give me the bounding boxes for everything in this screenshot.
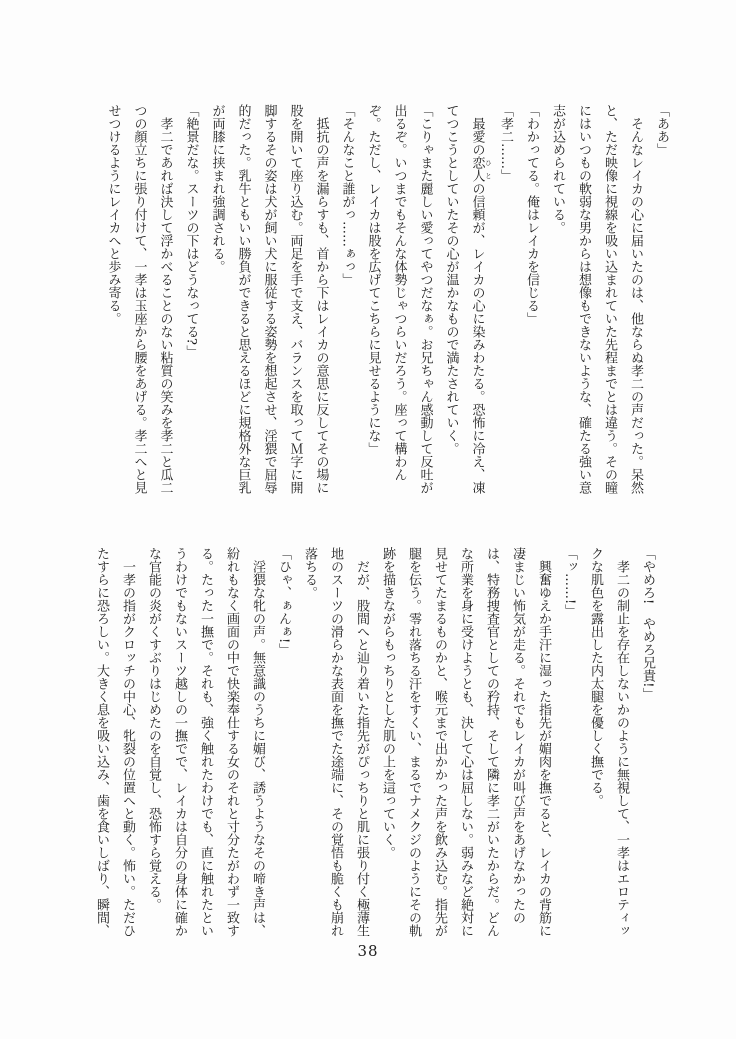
text-line: が両膝に挟まれ強調される。	[209, 104, 225, 273]
ruby-annotation: 恋人 ひと	[469, 156, 492, 182]
text-line: てつこうとしていたその心が温かなもので満たされていく。	[443, 104, 459, 455]
text-line: 「ッ……!」	[562, 547, 577, 618]
text-line: うわけでもないスーツ越しの一撫でで、レイカは自分の身体に確か	[172, 547, 187, 937]
text-line: 跡を描きながらもっちりとした肌の上を這っていく。	[380, 547, 395, 859]
text-line: だが、股間へと辿り着いた指先がぴっちりと肌に張り付く極薄生	[354, 547, 369, 937]
text-line: 腿を伝う。零れ落ちる汗をすくい、まるでナメクジのようにその軌	[406, 547, 421, 937]
text-line: 最愛の恋人 ひとの信頼が、レイカの心に染みわたる。恐怖に冷え、凍	[469, 104, 492, 494]
text-line: 出るぞ。いつまでもそんな体勢じゃつらいだろう。座って構わん	[391, 104, 407, 481]
text-line: クな肌色を露出した内太腿を優しく撫でる。	[588, 547, 603, 807]
text-line: る。たった一撫で。それも、強く触れたわけでも、直に触れたとい	[198, 547, 213, 937]
text-line: 「ひゃ、ぁんぁ!」	[276, 547, 291, 657]
text-line: 孝二の制止を存在しないかのように無視して、一孝はエロティッ	[614, 547, 629, 937]
text-line: 凄まじい怖気が走る。それでもレイカが叫び声をあげなかったの	[510, 547, 525, 924]
text-line: 「こりゃまた麗しい愛ってやつだなぁ。お兄ちゃん感動して反吐が	[417, 104, 433, 494]
text-line: 股を開いて座り込む。両足を手で支え、バランスを取ってＭ字に開	[287, 104, 303, 494]
text-line: 孝二であれば決して浮かべることのない粘質の笑みを孝二と瓜二	[157, 104, 173, 494]
text-line: にはいつもの軟弱な男からは想像もできないような、確たる強い意	[576, 104, 591, 494]
text-line: 的だった。乳牛ともいい勝負ができると思えるほどに規格外な巨乳	[235, 104, 251, 494]
text-line: な官能の炎がくすぶりはじめたのを自覚し、恐怖すら覚える。	[146, 547, 161, 911]
text-line: 地のスーツの滑らかな表面を撫でた途端に、その覚悟も脆くも崩れ	[328, 547, 343, 937]
text-line: 「そんなこと誰がっ……ぁっ」	[339, 104, 355, 286]
text-line: 脚するその姿は犬が飼い犬に服従する姿勢を想起させ、淫猥で屈辱	[261, 104, 277, 494]
text-line: 興奮ゆえか手汗に湿った指先が媚肉を撫でると、レイカの背筋に	[536, 547, 551, 937]
text-line: つの顔立ちに張り付けて、一孝は玉座から腰をあげる。孝二へと見	[131, 104, 147, 494]
text-line: 淫猥な牝の声。無意識のうちに媚び、誘うようなその啼き声は、	[250, 547, 265, 937]
text-line: 「ああ」	[654, 104, 669, 156]
text-line: せつけるようにレイカへと歩み寄る。	[105, 104, 121, 325]
text-line: 「孝二……」	[498, 104, 513, 182]
text-line: 「絶景だな。スーツの下はどうなってる?」	[183, 104, 199, 358]
text-line: 「やめろ! やめろ兄貴!」	[640, 547, 655, 701]
text-line: 志が込められている。	[550, 104, 565, 234]
text-line: は、特務捜査官としての矜持、そして隣に孝二がいたからだ。どん	[484, 547, 499, 937]
text-block-bottom	[88, 547, 660, 959]
text-line: 見せてたまるものかと、喉元まで出かかった声を飲み込む。指先が	[432, 547, 447, 937]
text-line: ぞ。ただし、レイカは股を広げてこちらに見せるようにな」	[365, 104, 381, 455]
text-line: 「わかってる。俺はレイカを信じる」	[524, 104, 539, 325]
text-line: と、ただ映像に視線を吸い込まれていた先程までとは違う。その瞳	[602, 104, 617, 494]
page-number: 38	[357, 942, 379, 960]
text-line: そんなレイカの心に届いたのは、他ならぬ孝二の声だった。呆然	[628, 104, 643, 494]
text-block-top	[100, 104, 675, 500]
text-line: たすらに恐ろしい。大きく息を吸い込み、歯を食いしばり、瞬間、	[94, 547, 109, 937]
text-line: な所業を身に受けようとも、決して心は屈しない。弱みなど絶対に	[458, 547, 473, 937]
text-line: 一孝の指がクロッチの中心、牝裂の位置へと動く。怖い。ただひ	[120, 547, 135, 937]
text-line: 落ちる。	[302, 547, 317, 599]
text-line: 抵抗の声を漏らすも、首から下はレイカの意思に反してその場に	[313, 104, 329, 494]
text-line: 紛れもなく画面の中で快楽奉仕する女のそれと寸分たがわず一致す	[224, 547, 239, 937]
